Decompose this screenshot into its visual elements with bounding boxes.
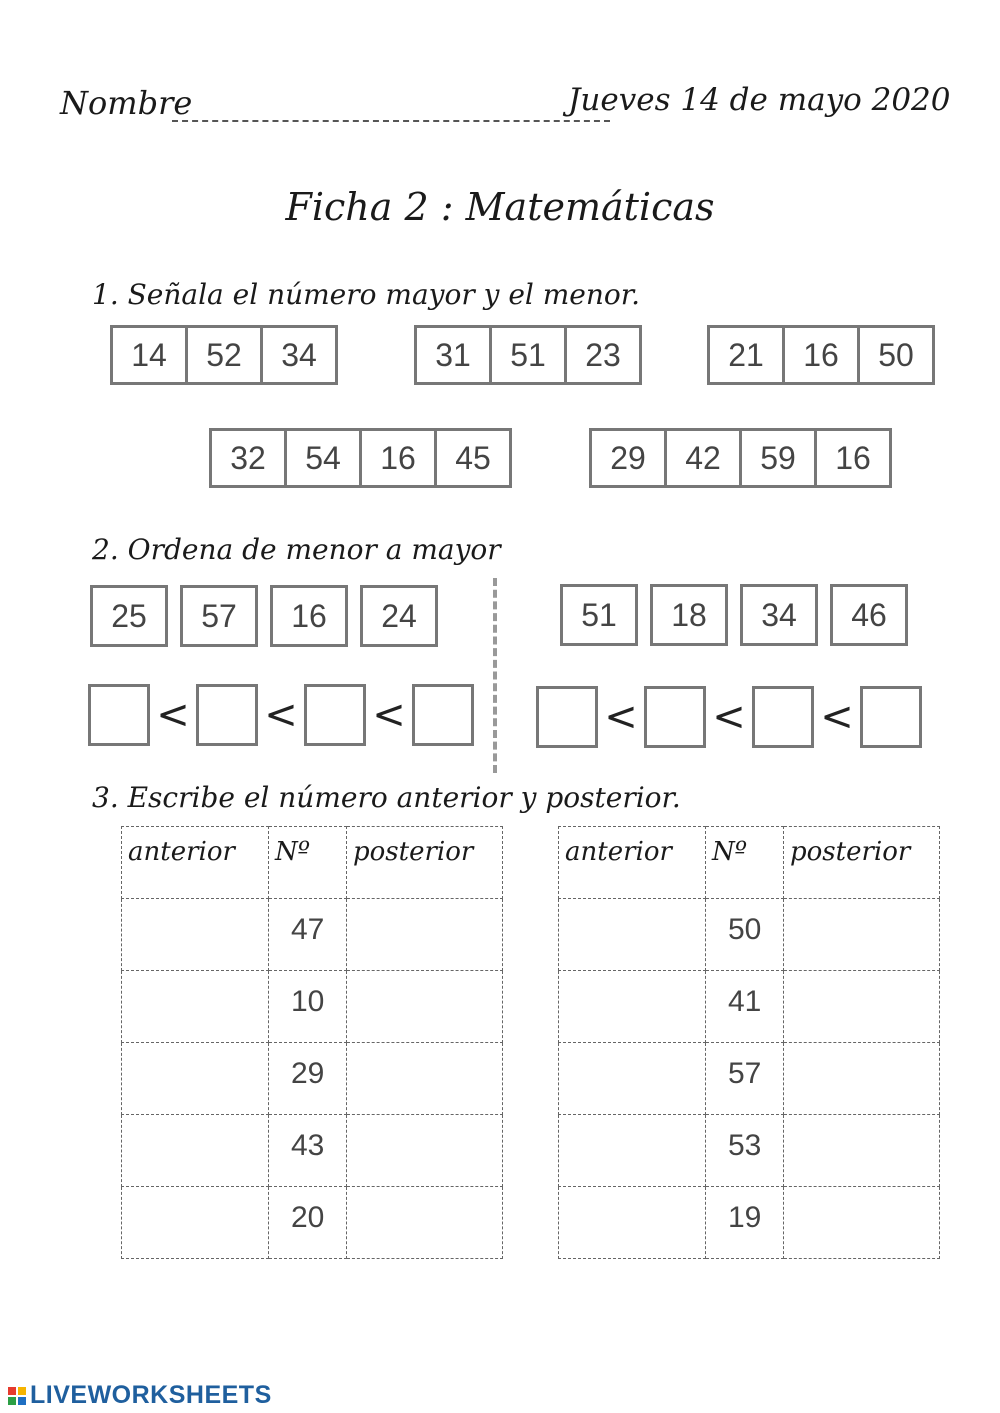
given-number: 10 [269,971,347,1043]
liveworksheets-logo [8,1381,272,1410]
given-number: 19 [706,1187,784,1259]
order-number-box: 24 [360,585,438,647]
anterior-input[interactable] [559,1043,706,1115]
posterior-input[interactable] [784,971,940,1043]
table-row [559,1043,940,1115]
less-than-symbol: < [604,694,638,740]
less-than-symbol: < [372,692,406,738]
number-group-2 [414,325,642,385]
posterior-input[interactable] [347,1187,503,1259]
number-box[interactable]: 45 [434,428,512,488]
worksheet-title: Ficha 2 : Matemáticas [285,185,715,229]
header-posterior: posterior [347,827,503,899]
number-box[interactable]: 16 [359,428,437,488]
number-box[interactable]: 34 [260,325,338,385]
posterior-input[interactable] [784,1187,940,1259]
order-numbers-right [560,584,908,646]
name-label: Nombre [60,84,193,122]
table-row [122,899,503,971]
table-header-row [122,827,503,899]
date-text: Jueves 14 de mayo 2020 [568,82,951,118]
header-number: Nº [269,827,347,899]
number-box[interactable]: 54 [284,428,362,488]
order-number-box: 34 [740,584,818,646]
order-number-box: 25 [90,585,168,647]
order-answer-row-right [536,686,922,748]
answer-box[interactable] [304,684,366,746]
given-number: 47 [269,899,347,971]
given-number: 50 [706,899,784,971]
given-number: 53 [706,1115,784,1187]
posterior-input[interactable] [347,1115,503,1187]
header-posterior: posterior [784,827,940,899]
table-row [122,1115,503,1187]
order-number-box: 57 [180,585,258,647]
number-box[interactable]: 29 [589,428,667,488]
given-number: 41 [706,971,784,1043]
less-than-symbol: < [264,692,298,738]
table-row [559,1187,940,1259]
order-numbers-left [90,585,438,647]
less-than-symbol: < [712,694,746,740]
section-1-title: 1. Señala el número mayor y el menor. [92,278,640,311]
number-box[interactable]: 32 [209,428,287,488]
anterior-input[interactable] [559,899,706,971]
number-box[interactable]: 50 [857,325,935,385]
order-number-box: 18 [650,584,728,646]
anterior-input[interactable] [559,1115,706,1187]
number-group-3 [707,325,935,385]
anterior-input[interactable] [122,971,269,1043]
answer-box[interactable] [860,686,922,748]
less-than-symbol: < [156,692,190,738]
header-anterior: anterior [559,827,706,899]
anterior-input[interactable] [122,1187,269,1259]
number-group-4 [209,428,512,488]
section-3-title: 3. Escribe el número anterior y posterior. [92,781,681,814]
answer-box[interactable] [752,686,814,748]
number-box[interactable]: 16 [782,325,860,385]
table-row [122,1187,503,1259]
order-number-box: 51 [560,584,638,646]
anterior-input[interactable] [122,1115,269,1187]
name-input-line[interactable] [172,120,610,122]
posterior-input[interactable] [784,1115,940,1187]
header [60,78,951,128]
answer-box[interactable] [196,684,258,746]
section-divider [493,578,497,773]
number-box[interactable]: 21 [707,325,785,385]
order-number-box: 16 [270,585,348,647]
logo-text: LIVEWORKSHEETS [30,1381,272,1409]
table-row [122,971,503,1043]
table-header-row [559,827,940,899]
order-number-box: 46 [830,584,908,646]
section-2-title: 2. Ordena de menor a mayor [92,533,501,566]
number-box[interactable]: 23 [564,325,642,385]
table-row [122,1043,503,1115]
number-box[interactable]: 51 [489,325,567,385]
before-after-table-left [121,826,503,1259]
answer-box[interactable] [536,686,598,748]
order-answer-row-left [88,684,474,746]
header-number: Nº [706,827,784,899]
posterior-input[interactable] [347,1043,503,1115]
anterior-input[interactable] [122,1043,269,1115]
number-box[interactable]: 52 [185,325,263,385]
given-number: 20 [269,1187,347,1259]
before-after-table-right [558,826,940,1259]
table-row [559,971,940,1043]
given-number: 57 [706,1043,784,1115]
anterior-input[interactable] [559,971,706,1043]
number-group-1 [110,325,338,385]
given-number: 29 [269,1043,347,1115]
number-box[interactable]: 16 [814,428,892,488]
answer-box[interactable] [644,686,706,748]
number-group-5 [589,428,892,488]
number-box[interactable]: 59 [739,428,817,488]
given-number: 43 [269,1115,347,1187]
number-box[interactable]: 14 [110,325,188,385]
answer-box[interactable] [412,684,474,746]
less-than-symbol: < [820,694,854,740]
number-box[interactable]: 31 [414,325,492,385]
answer-box[interactable] [88,684,150,746]
header-anterior: anterior [122,827,269,899]
posterior-input[interactable] [784,1043,940,1115]
anterior-input[interactable] [122,899,269,971]
number-box[interactable]: 42 [664,428,742,488]
logo-mark-icon [8,1387,26,1405]
posterior-input[interactable] [784,899,940,971]
table-row [559,899,940,971]
anterior-input[interactable] [559,1187,706,1259]
table-row [559,1115,940,1187]
posterior-input[interactable] [347,971,503,1043]
posterior-input[interactable] [347,899,503,971]
